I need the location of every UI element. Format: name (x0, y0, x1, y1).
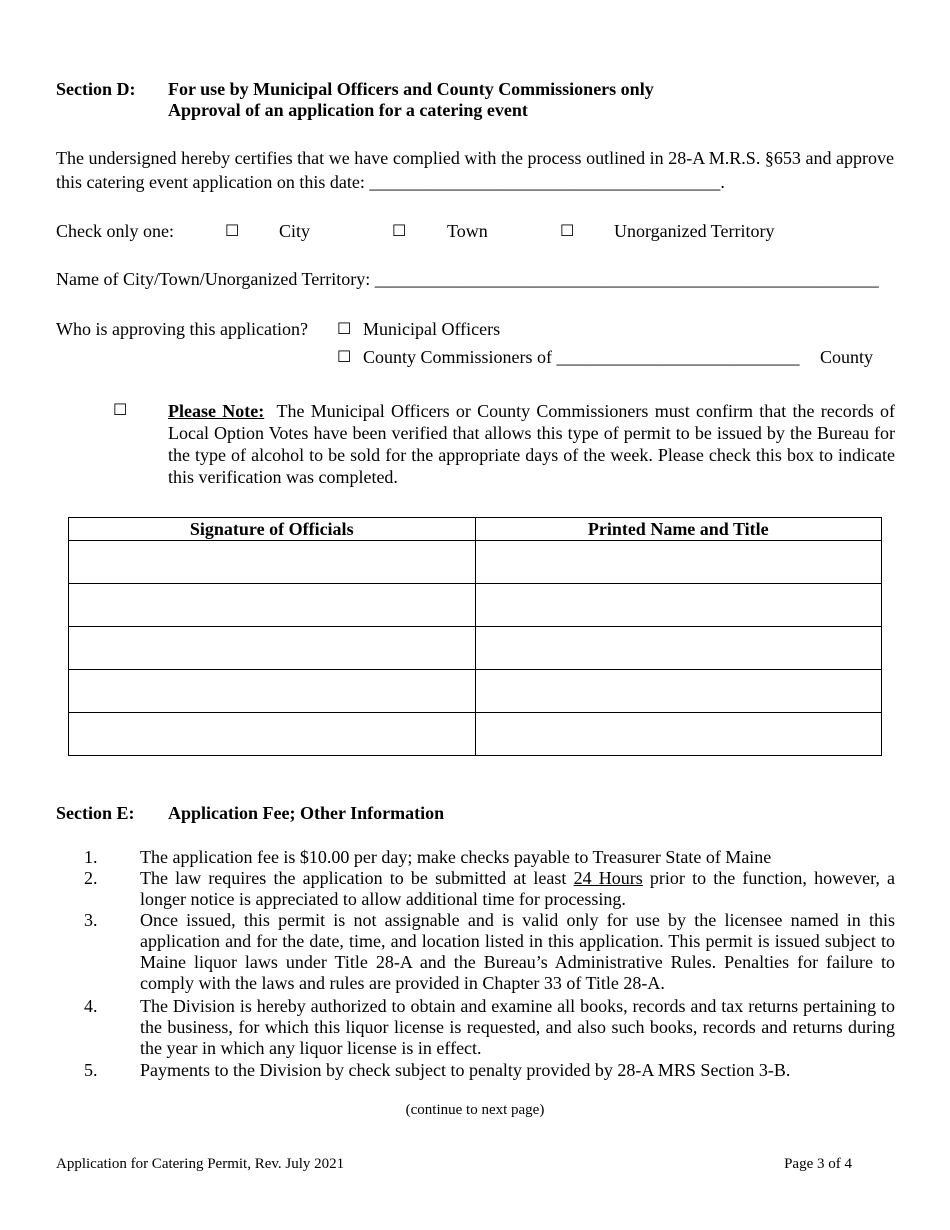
printed-name-cell[interactable] (475, 584, 882, 627)
list-item-number: 2. (84, 868, 98, 888)
section-e-label: Section E: (56, 803, 135, 823)
signature-table (68, 517, 882, 756)
table-row (69, 713, 882, 756)
printed-name-cell[interactable] (475, 541, 882, 584)
signature-cell[interactable] (69, 541, 476, 584)
signature-cell[interactable] (69, 627, 476, 670)
verification-checkbox[interactable]: ☐ (113, 400, 128, 419)
county-suffix: County (820, 347, 874, 367)
list-item-text: prior to the function, however, a longer notice is appreciated to allow additional time for processing. (140, 868, 895, 909)
please-note-paragraph (168, 400, 895, 488)
city-option-label: City (279, 221, 311, 241)
list-item (140, 868, 895, 910)
list-item: Once issued, this permit is not assignable and is valid only for use by the licensee named in this application and for the date, time, and location listed in this application. This permit is issued subject to Maine liquor laws under Title 28-A and the Bureau’s Administrative Rules. Penalties for failure to comply with the laws and rules are provided in Chapter 33 of Title 28-A. (140, 910, 895, 993)
city-checkbox[interactable]: ☐ (225, 221, 240, 240)
printed-name-cell[interactable] (475, 670, 882, 713)
municipal-officers-label: Municipal Officers (363, 319, 501, 339)
municipal-officers-checkbox[interactable]: ☐ (337, 319, 352, 338)
check-only-one-label: Check only one: (56, 221, 174, 241)
footer-page-number: Page 3 of 4 (784, 1156, 852, 1172)
signature-cell[interactable] (69, 713, 476, 756)
table-header-row (69, 518, 882, 541)
table-row (69, 541, 882, 584)
list-item-number: 5. (84, 1060, 98, 1080)
town-option-label: Town (447, 221, 488, 241)
table-row (69, 584, 882, 627)
please-note-label: Please Note: (168, 401, 265, 421)
table-row (69, 670, 882, 713)
list-item: The Division is hereby authorized to obtain and examine all books, records and tax returns pertaining to the business, for which this liquor license is requested, and also such books, records and returns during the year in which any liquor license is in effect. (140, 996, 895, 1058)
please-note-text: The Municipal Officers or County Commissioners must confirm that the records of Local Option Votes have been verified that allows this type of permit to be issued by the Bureau for the type of alcohol to be sold for the appropriate days of the week. Please check this box to indicate this verification was completed. (168, 401, 895, 487)
list-item-number: 4. (84, 996, 98, 1016)
printed-name-column-header: Printed Name and Title (475, 518, 882, 541)
town-checkbox[interactable]: ☐ (392, 221, 407, 240)
section-d-subtitle: Approval of an application for a catering event (168, 100, 528, 120)
continue-note: (continue to next page) (405, 1102, 545, 1118)
approver-question: Who is approving this application? (56, 319, 308, 339)
county-commissioners-field[interactable]: County Commissioners of ___________________________ (363, 347, 800, 367)
county-commissioners-checkbox[interactable]: ☐ (337, 347, 352, 366)
list-item: Payments to the Division by check subject to penalty provided by 28-A MRS Section 3-B. (140, 1060, 791, 1080)
signature-cell[interactable] (69, 584, 476, 627)
section-d-title: For use by Municipal Officers and County Commissioners only (168, 79, 654, 99)
list-item-number: 3. (84, 910, 98, 930)
hours-emphasis: 24 Hours (573, 868, 643, 888)
signature-column-header: Signature of Officials (69, 518, 476, 541)
footer-form-title: Application for Catering Permit, Rev. July 2021 (56, 1156, 345, 1172)
list-item-text: The law requires the application to be submitted at least (140, 868, 574, 888)
printed-name-cell[interactable] (475, 713, 882, 756)
section-d-label: Section D: (56, 79, 136, 99)
table-row (69, 627, 882, 670)
municipality-name-field[interactable]: Name of City/Town/Unorganized Territory: ________________________________________________________ (56, 269, 879, 289)
signature-cell[interactable] (69, 670, 476, 713)
unorganized-territory-checkbox[interactable]: ☐ (560, 221, 575, 240)
list-item-number: 1. (84, 847, 98, 867)
printed-name-cell[interactable] (475, 627, 882, 670)
list-item: The application fee is $10.00 per day; make checks payable to Treasurer State of Maine (140, 847, 772, 867)
unorganized-territory-option-label: Unorganized Territory (614, 221, 775, 241)
section-e-title: Application Fee; Other Information (168, 803, 445, 823)
certification-text: The undersigned hereby certifies that we have complied with the process outlined in 28-A M.R.S. §653 and approve this catering event application on this date: _______________________________________. (56, 148, 894, 192)
